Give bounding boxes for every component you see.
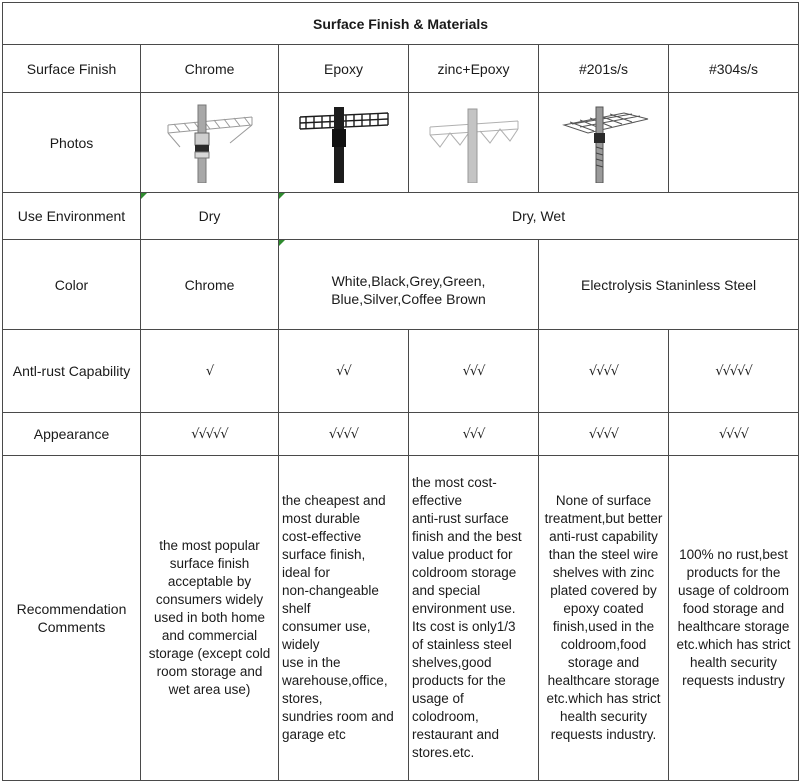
comment-line: requests industry. [550,727,657,742]
comment-line: sundries room and [282,709,394,724]
photo-201ss-cell [539,93,669,193]
chrome-shelf-photo [160,103,260,183]
comment-line: and special [412,583,481,598]
row-use-environment [3,193,799,240]
zinc-epoxy-shelf-photo [424,103,524,183]
photo-304ss-cell [669,93,799,193]
recommendation-label-line-1: Recommendation [16,601,127,617]
color-stainless: Electrolysis Staninless Steel [539,240,799,330]
comment-line: finish and the best [412,529,522,544]
color-list-line-1: White,Black,Grey,Green, [331,272,486,289]
finish-304ss: #304s/s [669,45,799,93]
environment-others-text: Dry, Wet [511,208,566,224]
comment-line: garage etc [282,727,346,742]
comment-line: effective [412,493,463,508]
row-label-surface-finish: Surface Finish [3,45,141,93]
anti-rust-chrome: √ [141,330,279,413]
surface-finish-table [2,2,799,781]
comment-line: healthcare storage [677,619,790,634]
comment-line: anti-rust capability [549,529,658,544]
comment-line: colodroom, [412,709,479,724]
appearance-201ss: √√√√ [539,413,669,456]
row-label-recommendation [3,456,141,781]
comment-line: requests industry [682,673,785,688]
comment-line: the most cost- [412,475,497,490]
comment-line: healthcare storage [547,673,660,688]
appearance-304ss: √√√√ [669,413,799,456]
comment-line: stores.etc. [412,745,475,760]
comment-line: health security [690,655,778,670]
anti-rust-304ss: √√√√√ [669,330,799,413]
comment-line: most durable [282,511,361,526]
recommendation-304ss [669,456,799,781]
environment-chrome-text: Dry [198,208,221,224]
comment-line: the most popular [159,538,260,553]
comment-line: health security [559,709,648,724]
comment-line: coldroom storage [412,565,517,580]
table-title: Surface Finish & Materials [3,3,799,45]
appearance-chrome: √√√√√ [141,413,279,456]
recommendation-chrome [141,456,279,781]
color-chrome: Chrome [141,240,279,330]
comment-line: epoxy coated [563,601,644,616]
comment-line: consumers widely [155,592,264,607]
finish-zinc-epoxy: zinc+Epoxy [409,45,539,93]
anti-rust-zinc-epoxy: √√√ [409,330,539,413]
comment-line: stores, [282,691,323,706]
comment-line: widely [282,637,320,652]
row-appearance [3,413,799,456]
color-list-line-2: Blue,Silver,Coffee Brown [331,290,486,307]
comment-line: use in the [282,655,341,670]
comment-line: of stainless steel [412,637,512,652]
comment-line: products for the [686,565,781,580]
comment-line: 100% no rust,best [679,547,788,562]
appearance-epoxy: √√√√ [279,413,409,456]
comment-line: consumer use, [282,619,371,634]
comment-line: cost-effective [282,529,362,544]
finish-201ss: #201s/s [539,45,669,93]
row-surface-finish [3,45,799,93]
comment-line: food storage and [682,601,785,616]
comment-line: environment use. [412,601,516,616]
row-recommendation [3,456,799,781]
comment-line: acceptable by [167,574,252,589]
row-color [3,240,799,330]
comment-line: non-changeable [282,583,379,598]
recommendation-label-line-2: Comments [37,619,106,635]
epoxy-shelf-photo [294,103,394,183]
row-anti-rust [3,330,799,413]
recommendation-201ss [539,456,669,781]
photo-chrome-cell [141,93,279,193]
cell-corner-mark [279,193,285,199]
201ss-shelf-photo [554,103,654,183]
comment-line: surface finish [169,556,250,571]
comment-line: value product for [412,547,513,562]
comment-line: None of surface [555,493,652,508]
photo-epoxy-cell [279,93,409,193]
anti-rust-201ss: √√√√ [539,330,669,413]
comment-line: coldroom,food [560,637,647,652]
comment-line: and commercial [161,628,258,643]
row-label-photos: Photos [3,93,141,193]
comment-line: surface finish, [282,547,366,562]
row-photos [3,93,799,193]
comment-line: usage of [412,691,464,706]
comment-line: storage (except cold [148,646,271,661]
comment-line: shelf [282,601,311,616]
comment-line: etc.which has strict [546,691,661,706]
color-epoxy-zinc [279,240,539,330]
recommendation-zinc-epoxy [409,456,539,781]
comment-line: treatment,but better [544,511,663,526]
row-label-appearance: Appearance [3,413,141,456]
comment-line: products for the [412,673,506,688]
photo-zinc-epoxy-cell [409,93,539,193]
comment-line: anti-rust surface [412,511,509,526]
comment-line: shelves,good [412,655,492,670]
environment-chrome [141,193,279,240]
comment-line: Its cost is only1/3 [412,619,516,634]
comment-line: the cheapest and [282,493,386,508]
comment-line: shelves with zinc [552,565,655,580]
comment-line: warehouse,office, [282,673,388,688]
comment-line: than the steel wire [548,547,659,562]
recommendation-epoxy [279,456,409,781]
comment-line: etc.which has strict [676,637,791,652]
comment-line: finish,used in the [552,619,655,634]
anti-rust-epoxy: √√ [279,330,409,413]
comment-line: wet area use) [168,682,251,697]
comment-line: plated covered by [550,583,657,598]
row-label-anti-rust: Antl-rust Capability [3,330,141,413]
row-label-use-environment: Use Environment [3,193,141,240]
comment-line: storage and [567,655,640,670]
cell-corner-mark [141,193,147,199]
comment-line: used in both home [153,610,266,625]
cell-corner-mark [279,240,285,246]
appearance-zinc-epoxy: √√√ [409,413,539,456]
comment-line: room storage and [156,664,263,679]
comment-line: ideal for [282,565,331,580]
finish-epoxy: Epoxy [279,45,409,93]
comment-line: restaurant and [412,727,500,742]
finish-chrome: Chrome [141,45,279,93]
comment-line: usage of coldroom [677,583,790,598]
row-label-color: Color [3,240,141,330]
environment-others [279,193,799,240]
